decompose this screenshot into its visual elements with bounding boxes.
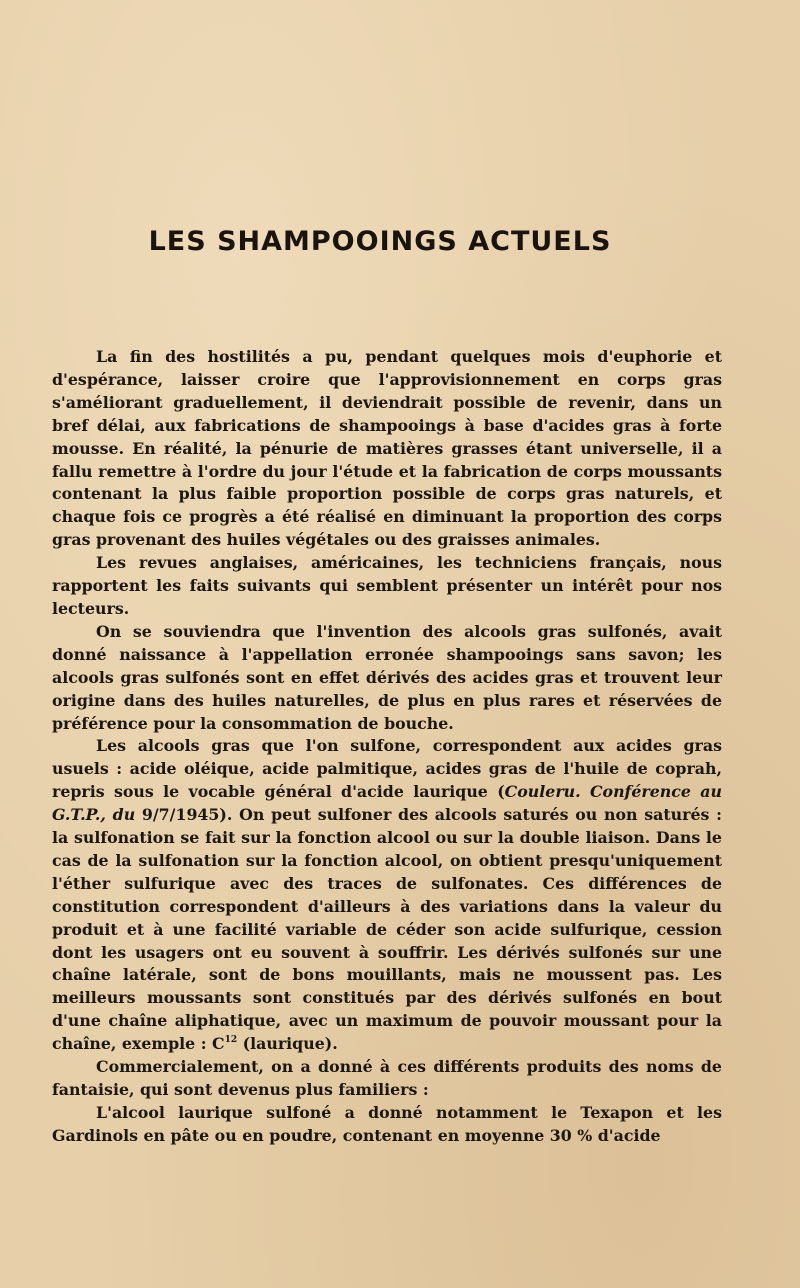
paragraph-5: Commercialement, on a donné à ces différents produits des noms de fantaisie, qui sont devenus plus familiers : xyxy=(52,1057,722,1099)
paragraph-4-part-3: (laurique). xyxy=(237,1034,338,1054)
paragraph-6: L'alcool laurique sulfoné a donné notamment le Texapon et les Gardinols en pâte ou en poudre, contenant en moyenne 30 % d'acide xyxy=(52,1102,722,1145)
carbon-superscript: 12 xyxy=(224,1035,238,1046)
page-title: LES SHAMPOOINGS ACTUELS xyxy=(148,226,612,257)
paragraph-4-part-1: Les alcools gras que l'on sulfone, correspondent aux acides gras usuels : acide oléique, acide palmitique, acides gras de l'huile de coprah, repris sous le vocable général d'acide laurique ( xyxy=(52,736,722,802)
conference-reference: Couleru. Conférence au G.T.P., du xyxy=(52,782,722,825)
paragraph-4 xyxy=(52,735,722,1056)
paragraph-2: Les revues anglaises, américaines, les techniciens français, nous rapportent les faits suivants qui semblent présenter un intérêt pour nos lecteurs. xyxy=(52,553,722,618)
paragraph-4-part-2: 9/7/1945). On peut sulfoner des alcools saturés ou non saturés : la sulfonation se fait sur la fonction alcool ou sur la double liaison. Dans le cas de la sulfonation sur la fonction alcool, on obtient presqu'uniquement l'éther sulfurique avec des traces de sulfonates. Ces différences de constitution correspondent d'ailleurs à des variations dans la valeur du produit et à une facilité variable de céder son acide sulfurique, cession dont les usagers ont eu souvent à souffrir. Les dérivés sulfonés sur une chaîne latérale, sont de bons mouillants, mais ne moussent pas. Les meilleurs moussants sont constitués par des dérivés sulfonés en bout d'une chaîne aliphatique, avec un maximum de pouvoir moussant pour la chaîne, exemple : C xyxy=(52,805,722,1054)
paragraph-1: La fin des hostilités a pu, pendant quelques mois d'euphorie et d'espérance, laisser croire que l'approvisionnement en corps gras s'améliorant graduellement, il deviendrait possible de revenir, dans un bref délai, aux fabrications de shampooings à base d'acides gras à forte mousse. En réalité, la pénurie de matières grasses étant universelle, il a fallu remettre à l'ordre du jour l'étude et la fabrication de corps moussants contenant la plus faible proportion possible de corps gras naturels, et chaque fois ce progrès a été réalisé en diminuant la proportion des corps gras provenant des huiles végétales ou des graisses animales. xyxy=(52,347,722,550)
article-body xyxy=(52,346,722,1148)
paragraph-3: On se souviendra que l'invention des alcools gras sulfonés, avait donné naissance à l'appellation erronée shampooings sans savon; les alcools gras sulfonés sont en effet dérivés des acides gras et trouvent leur origine dans des huiles naturelles, de plus en plus rares et réservées de préférence pour la consommation de bouche. xyxy=(52,621,722,733)
